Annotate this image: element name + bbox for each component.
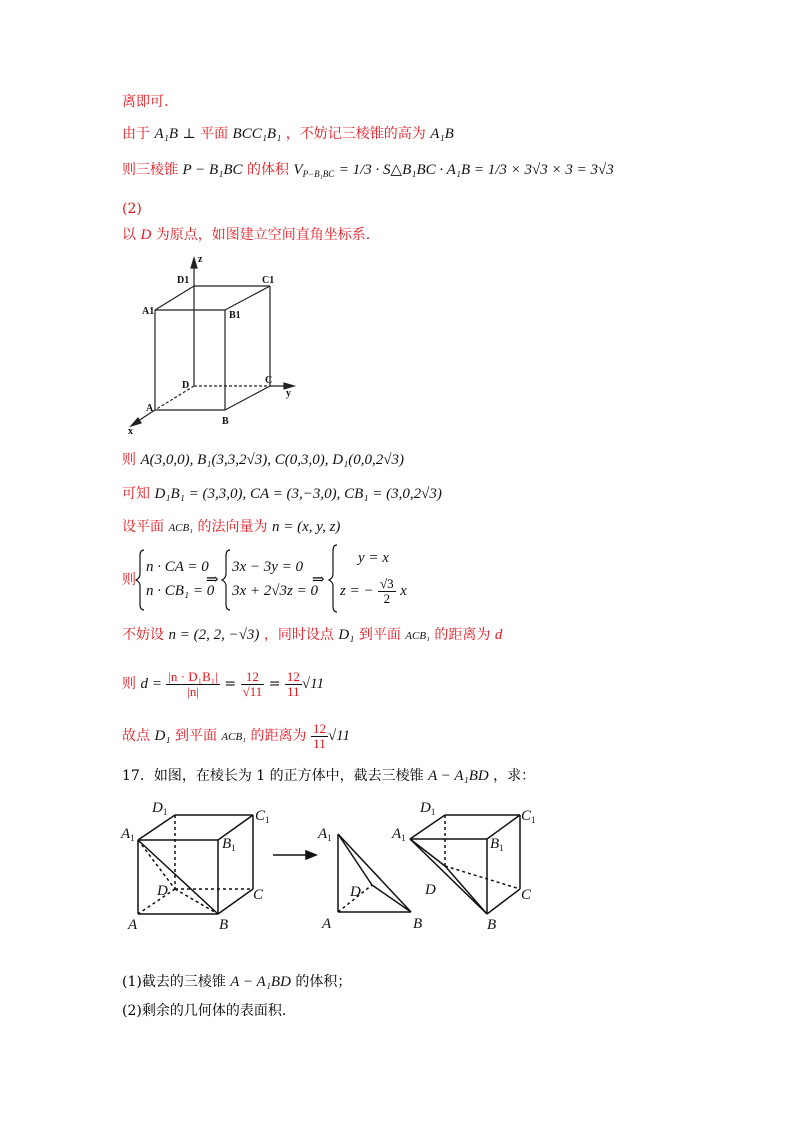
figure-cube-coordinates — [125, 250, 315, 440]
q17-sub1: (1)截去的三棱锥 A − A₁BD 的体积； — [122, 974, 352, 990]
fig2-left-D: D — [157, 883, 168, 899]
fig2-left-C: C — [253, 887, 264, 903]
fig2-left-D1: $D_1$ — [152, 800, 168, 817]
fig2-right-B1: $B_1$ — [490, 836, 504, 853]
fig2-mid-A: A — [322, 916, 332, 932]
label-z: z — [198, 254, 203, 265]
label-D1: D1 — [177, 275, 190, 286]
fig2-left-B1: $B_1$ — [222, 836, 236, 853]
sys3-eq2: z = − $\frac{√3}{2}$ x — [340, 575, 407, 606]
label-D: D — [182, 380, 190, 391]
part-2-label: (2) — [122, 201, 142, 217]
text-normal-vector: 设平面 ACB₁ 的法向量为 n = (x, y, z) — [122, 519, 341, 535]
math-BCC1B1: BCC₁B₁ — [232, 126, 282, 142]
sys3-eq1: y = x — [358, 550, 389, 566]
text-distance: 则 d = $\frac{\text{|n · D₁B₁|}}{|n|}$ = $\frac{12}{√11}$ = $\frac{12}{11}$ √11 — [122, 668, 325, 699]
text-line-volume: 则三棱锥 P − B₁BC 的体积 $V_{P-B_1BC} = 1/3$ · S△B₁BC · A₁B = 1/3 × 3√3 × 3 = 3√3 — [122, 162, 614, 179]
fig2-mid-D: D — [350, 884, 361, 900]
label-A: A — [146, 403, 154, 414]
label-B1: B1 — [229, 310, 241, 321]
label-B: B — [222, 416, 229, 427]
text-system-prefix: 则 — [122, 572, 136, 588]
math-volume-rhs: = 1/3 · S△B₁BC · A₁B = 1/3 × 3√3 × 3 = 3√3 — [338, 162, 614, 178]
math-pyramid: P − B₁BC — [182, 162, 243, 178]
fig2-left-B: B — [219, 917, 229, 933]
fig2-right-D1: $D_1$ — [420, 800, 436, 817]
fig2-left-A: A — [128, 917, 138, 933]
z-axis-arrow — [191, 258, 197, 268]
label-x: x — [128, 426, 133, 437]
math-A1B: A₁B — [154, 126, 178, 142]
sys1-eq2: n · CB₁ = 0 — [146, 583, 215, 599]
fig2-right-C1: $C_1$ — [521, 808, 536, 825]
q17-stem: 17．如图，在棱长为 1 的正方体中，截去三棱锥 A − A₁BD ，求： — [122, 768, 536, 784]
math-volume-lhs: V — [293, 162, 303, 178]
cut-pyramid — [338, 834, 411, 912]
sys2-eq2: 3x + 2√3z = 0 — [232, 583, 318, 599]
remaining-solid — [410, 815, 520, 914]
sys2-eq1: 3x − 3y = 0 — [232, 559, 304, 575]
fig2-mid-A1: $A_1$ — [318, 826, 332, 843]
text-line-0: 离即可. — [122, 94, 169, 110]
x-axis-arrow — [131, 418, 141, 426]
text-assume: 不妨设 n = (2, 2, −√3) ，同时设点 D₁ 到平面 ACB₁ 的距离为 d — [122, 627, 503, 643]
label-C: C — [265, 375, 273, 386]
text-line-perp: 由于 A₁B ⊥ 平面 BCC₁B₁ ，不妨记三棱锥的高为 A₁B — [122, 126, 454, 142]
edge-B1C1 — [225, 286, 270, 310]
q17-sub2: (2)剩余的几何体的表面积. — [122, 1003, 287, 1019]
fig2-right-A1: $A_1$ — [392, 826, 406, 843]
fig2-right-C: C — [521, 887, 532, 903]
edge-BC — [225, 386, 270, 410]
fig2-left-A1: $A_1$ — [121, 826, 135, 843]
label-y: y — [286, 388, 291, 399]
text-vectors: 可知 D₁B₁ = (3,3,0), CA = (3,−3,0), CB₁ = (3,0,2√3) — [122, 486, 442, 502]
fig2-left-C1: $C_1$ — [255, 808, 270, 825]
text-coordinates: 则 A(3,0,0), B₁(3,3,2√3), C(0,3,0), D₁(0,0,2√3) — [122, 452, 404, 468]
fig2-mid-B: B — [413, 916, 423, 932]
fig2-right-B: B — [487, 917, 497, 933]
left-cube — [138, 815, 253, 914]
sys1-eq1: n · CA = 0 — [146, 559, 209, 575]
figure-cube-cut — [120, 795, 560, 935]
implies-1: ⇒ — [206, 570, 219, 588]
fig2-right-D: D — [425, 882, 436, 898]
text-conclusion: 故点 D₁ 到平面 ACB₁ 的距离为 $\frac{12}{11}$ √11 — [122, 720, 351, 751]
implies-2: ⇒ — [312, 570, 325, 588]
text-coord-system: 以 D 为原点，如图建立空间直角坐标系. — [122, 227, 371, 243]
edge-D1A1 — [155, 286, 194, 310]
math-A1B-height: A₁B — [430, 126, 454, 142]
label-A1: A1 — [142, 306, 155, 317]
label-C1: C1 — [262, 275, 275, 286]
